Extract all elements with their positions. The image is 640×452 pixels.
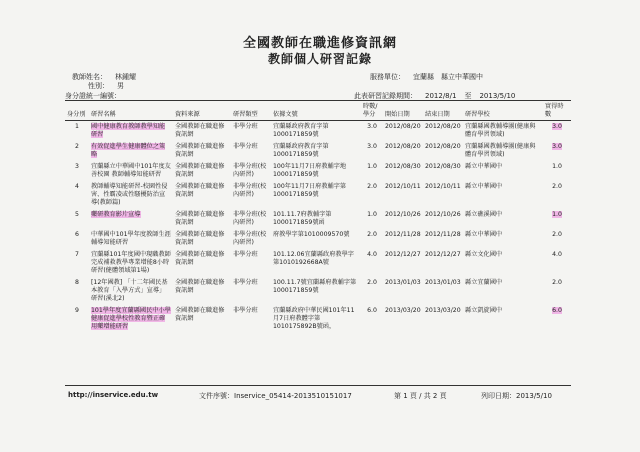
row-number: 7	[75, 251, 79, 258]
table-row	[65, 141, 571, 161]
table-row	[65, 249, 571, 277]
column-header: 實得時數	[543, 102, 571, 121]
end-date: 2012/12/27	[425, 251, 461, 258]
course-name: 有效促進學生健康體位之策略	[91, 143, 166, 158]
table-row	[65, 229, 571, 249]
course-type: 非學分班(校內研習)	[233, 183, 267, 198]
data-source: 全國教師在職進修資訊網	[175, 279, 225, 294]
document-number: 宜蘭縣政府教育字第1000171859號	[273, 143, 329, 158]
serial-value: Inservice_05414-2013510151017	[234, 392, 352, 400]
course-type: 非學分班	[233, 143, 258, 150]
start-date: 2012/08/30	[385, 163, 421, 170]
page-title: 全國教師在職進修資訊網	[242, 36, 397, 51]
column-header: 結束日期	[423, 102, 463, 121]
host-school: 縣立宜蘭國中	[465, 279, 503, 286]
column-header: 資料來源	[173, 102, 231, 121]
start-date: 2013/03/20	[385, 307, 421, 314]
service-unit-label: 服務單位：	[370, 73, 405, 81]
hours: 2.0	[367, 183, 377, 190]
course-type: 非學分班(校內研習)	[233, 163, 267, 178]
gender-field	[88, 81, 124, 91]
host-school: 縣立文化國中	[465, 251, 503, 258]
id-label: 身分證統一編號：	[65, 92, 121, 100]
row-number: 8	[75, 279, 79, 286]
service-unit-field	[370, 72, 483, 82]
gender-label: 性別：	[88, 82, 109, 90]
end-date: 2012/10/26	[425, 211, 461, 218]
period-from: 2012/8/1	[425, 92, 457, 100]
earned-hours: 2.0	[552, 279, 562, 286]
record-table	[65, 102, 571, 333]
course-name: [12年國教] 「十二年國民基本教育「入學方式」宣導」研習(溪北2)	[91, 279, 168, 302]
footer-divider	[65, 385, 571, 386]
hours: 3.0	[367, 143, 377, 150]
course-name: 教師輔導知能研習-校園性侵害、性霸凌或性騷擾防治宣導(教師篇)	[91, 183, 168, 206]
period-to-label: 至	[464, 92, 472, 100]
course-type: 非學分班	[233, 279, 258, 286]
hours: 1.0	[367, 163, 377, 170]
host-school: 縣立礁溪國中	[465, 211, 503, 218]
data-source: 全國教師在職進修資訊網	[175, 231, 225, 246]
print-date	[481, 391, 552, 401]
page-subtitle: 教師個人研習記錄	[267, 52, 372, 66]
row-number: 6	[75, 231, 79, 238]
service-unit-value: 宜蘭縣 縣立中華國中	[413, 73, 483, 81]
course-type: 非學分班	[233, 251, 258, 258]
serial-label: 文件序號：	[199, 392, 234, 400]
end-date: 2012/08/20	[425, 143, 461, 150]
course-name: 藥研教育影片宣導	[91, 211, 141, 218]
column-header: 研習名稱	[89, 102, 173, 121]
document-number: 100年11月7日府教輔字第1000171859號	[273, 183, 347, 198]
hours: 2.0	[367, 231, 377, 238]
data-source: 全國教師在職進修資訊網	[175, 163, 225, 178]
start-date: 2012/11/28	[385, 231, 421, 238]
document-serial	[199, 391, 352, 401]
column-header: 依據文號	[271, 102, 361, 121]
start-date: 2012/08/20	[385, 123, 421, 130]
host-school: 縣立凱旋國中	[465, 307, 503, 314]
end-date: 2012/08/20	[425, 123, 461, 130]
host-school: 縣立中華國中	[465, 183, 503, 190]
hours: 2.0	[367, 279, 377, 286]
course-name: 宜蘭縣101年度國中現職教師完成補救教學專業增能8小時研習(健體領域第1場)	[91, 251, 171, 274]
table-row	[65, 121, 571, 142]
period-label: 此表研習記錄期間：	[354, 92, 417, 100]
earned-hours: 3.0	[552, 123, 562, 130]
course-name: 國中健康教育教師教學知能研習	[91, 123, 166, 138]
table-row	[65, 181, 571, 209]
start-date: 2012/10/26	[385, 211, 421, 218]
course-type: 非學分班	[233, 123, 258, 130]
host-school: 宜蘭縣國教輔導團(健康與體育學習領域)	[465, 123, 536, 138]
end-date: 2013/03/20	[425, 307, 461, 314]
document-number: 101.11.7府教輔字第1000171859號函	[273, 211, 332, 226]
earned-hours: 2.0	[552, 183, 562, 190]
course-type: 非學分班(校內研習)	[233, 231, 267, 246]
row-number: 5	[75, 211, 79, 218]
earned-hours: 2.0	[552, 231, 562, 238]
hours: 3.0	[367, 123, 377, 130]
earned-hours: 6.0	[552, 307, 562, 314]
data-source: 全國教師在職進修資訊網	[175, 307, 225, 322]
column-header: 研習類型	[231, 102, 271, 121]
row-number: 4	[75, 183, 79, 190]
data-source: 全國教師在職進修資訊網	[175, 123, 225, 138]
course-name: 101學年度宜蘭縣國民中小學健康促進學校性教育暨正確用藥增能研習	[91, 307, 171, 330]
column-header: 時數/學分	[361, 102, 383, 121]
print-date-label: 列印日期：	[481, 392, 516, 400]
page-indicator: 第 1 頁 / 共 2 頁	[394, 392, 447, 400]
host-school: 縣立中華國中	[465, 231, 503, 238]
earned-hours: 4.0	[552, 251, 562, 258]
course-name: 宜蘭縣立中華國中101年度友善校園 教師輔導知能研習	[91, 163, 171, 178]
end-date: 2012/10/11	[425, 183, 461, 190]
document-number: 府教學字第1010009570號	[273, 231, 350, 238]
hours: 4.0	[367, 251, 377, 258]
start-date: 2012/10/11	[385, 183, 421, 190]
table-header-row	[65, 102, 571, 121]
host-school: 縣立中華國中	[465, 163, 503, 170]
course-type: 非學分班(校內研習)	[233, 211, 267, 226]
document-number: 100.11.7號宜蘭縣府教輔字第1000171859號	[273, 279, 357, 294]
document-number: 100年11月7日府教輔字地1000171859號	[273, 163, 347, 178]
row-number: 2	[75, 143, 79, 150]
earned-hours: 1.0	[552, 211, 562, 218]
teacher-name-value: 林鍾耀	[115, 73, 136, 81]
column-header: 身分別	[65, 102, 89, 121]
start-date: 2013/01/03	[385, 279, 421, 286]
column-header: 研習學校	[463, 102, 543, 121]
row-number: 9	[75, 307, 79, 314]
course-name: 中華國中101學年度教師生涯輔導知能研習	[91, 231, 171, 246]
teacher-name-label: 教師姓名：	[72, 73, 107, 81]
table-row	[65, 209, 571, 229]
row-number: 1	[75, 123, 79, 130]
document-number: 宜蘭縣政府中華民國101年11月7日府教體字第1010175892B號函，	[273, 307, 355, 330]
table-row	[65, 277, 571, 305]
document-number: 宜蘭縣政府教育字第1000171859號	[273, 123, 329, 138]
gender-value: 男	[117, 82, 124, 90]
table-row	[65, 161, 571, 181]
end-date: 2012/11/28	[425, 231, 461, 238]
data-source: 全國教師在職進修資訊網	[175, 143, 225, 158]
data-source: 全國教師在職進修資訊網	[175, 211, 225, 226]
start-date: 2012/12/27	[385, 251, 421, 258]
header-divider	[65, 100, 571, 101]
end-date: 2012/08/30	[425, 163, 461, 170]
course-type: 非學分班	[233, 307, 258, 314]
host-school: 宜蘭縣國教輔導團(健康與體育學習領域)	[465, 143, 536, 158]
earned-hours: 3.0	[552, 143, 562, 150]
site-link[interactable]: http://inservice.edu.tw	[68, 391, 159, 399]
earned-hours: 1.0	[552, 163, 562, 170]
document-number: 101.12.06宜蘭縣政府教學字第1010192668A號	[273, 251, 354, 266]
table-row	[65, 305, 571, 333]
start-date: 2012/08/20	[385, 143, 421, 150]
data-source: 全國教師在職進修資訊網	[175, 251, 225, 266]
column-header: 開始日期	[383, 102, 423, 121]
data-source: 全國教師在職進修資訊網	[175, 183, 225, 198]
hours: 6.0	[367, 307, 377, 314]
period-to: 2013/5/10	[479, 92, 516, 100]
print-date-value: 2013/5/10	[516, 392, 552, 400]
row-number: 3	[75, 163, 79, 170]
hours: 1.0	[367, 211, 377, 218]
end-date: 2013/01/03	[425, 279, 461, 286]
